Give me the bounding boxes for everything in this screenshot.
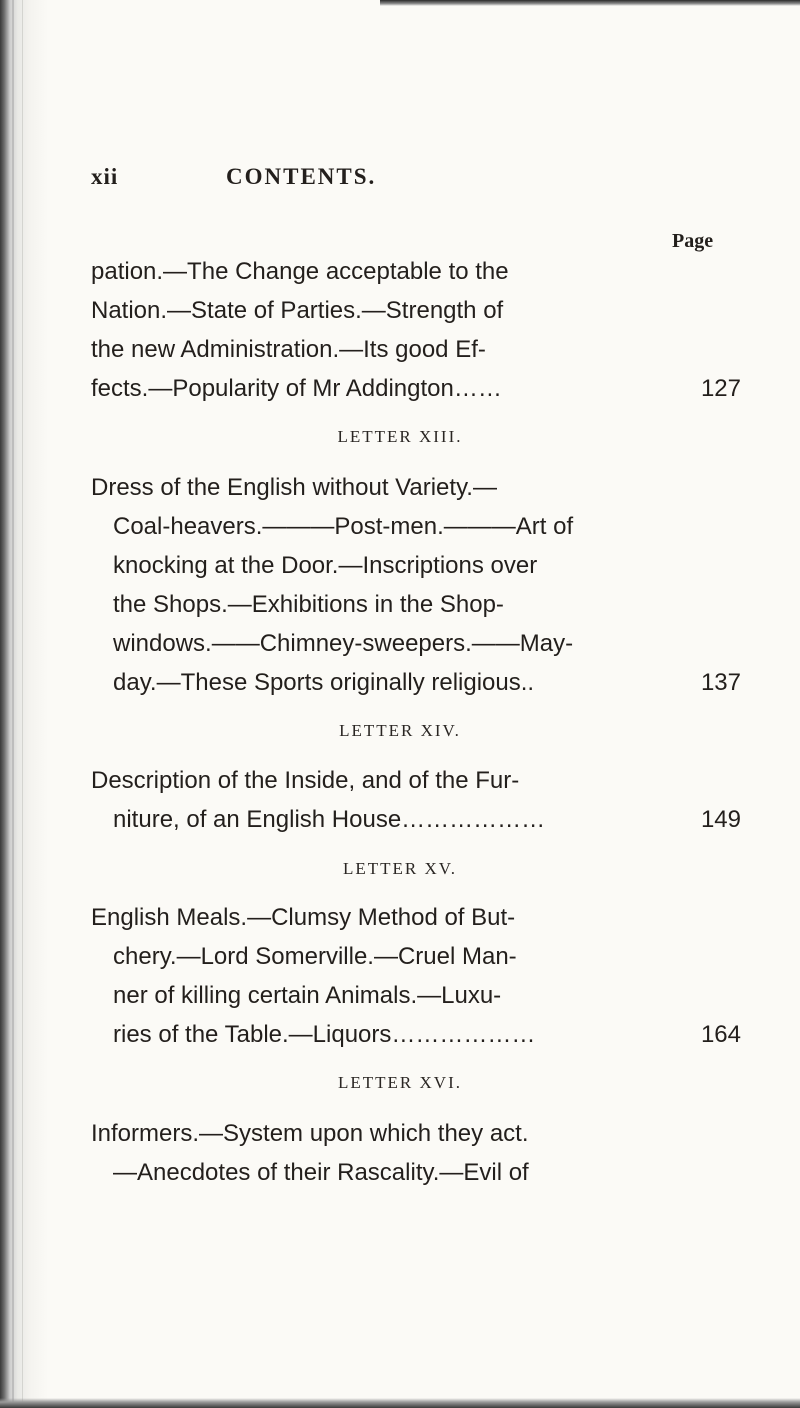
entry-line: ner of killing certain Animals.—Luxu- xyxy=(113,982,502,1009)
entry-page-number: 127 xyxy=(700,375,741,402)
entry-line: the Shops.—Exhibitions in the Shop- xyxy=(113,591,504,618)
entry-line: windows.——Chimney-sweepers.——May- xyxy=(113,630,574,657)
entry-line: niture, of an English House……………… xyxy=(113,806,546,833)
page-column-label: Page xyxy=(672,230,714,252)
entry-line: Nation.—State of Parties.—Strength of xyxy=(91,297,504,324)
entry-line: English Meals.—Clumsy Method of But- xyxy=(91,904,516,931)
running-title: CONTENTS. xyxy=(226,164,377,189)
entry-line: —Anecdotes of their Rascality.—Evil of xyxy=(113,1159,529,1186)
entry-line: the new Administration.—Its good Ef- xyxy=(91,336,486,363)
entry-line: Description of the Inside, and of the Fur- xyxy=(91,767,520,794)
entry-line: chery.—Lord Somerville.—Cruel Man- xyxy=(113,943,517,970)
entry-last-line xyxy=(91,1015,741,1054)
entry-line: pation.—The Change acceptable to the xyxy=(91,258,509,285)
entry-page-number: 137 xyxy=(700,669,741,696)
contents-entry xyxy=(91,468,741,702)
entry-page-number: 149 xyxy=(700,806,741,833)
letter-heading: LETTER XIV. xyxy=(339,721,461,740)
entry-last-line xyxy=(91,369,741,408)
entry-line: knocking at the Door.—Inscriptions over xyxy=(113,552,538,579)
letter-heading: LETTER XV. xyxy=(342,859,458,878)
contents-entry xyxy=(91,1114,741,1192)
entry-last-line xyxy=(91,663,741,702)
contents-entry xyxy=(91,252,741,408)
entry-line: ries of the Table.—Liquors……………… xyxy=(113,1021,536,1048)
entry-page-number: 164 xyxy=(700,1021,741,1048)
letter-heading: LETTER XIII. xyxy=(337,427,463,446)
page-folio: xii xyxy=(91,164,119,189)
entry-line: fects.—Popularity of Mr Addington…… xyxy=(91,375,502,402)
entry-line: day.—These Sports originally religious.. xyxy=(113,669,535,696)
entry-last-line xyxy=(91,800,741,839)
letter-heading: LETTER XVI. xyxy=(338,1073,462,1092)
entry-line: Coal-heavers.———Post-men.———Art of xyxy=(113,513,574,540)
entry-line: Dress of the English without Variety.— xyxy=(91,474,497,501)
running-head xyxy=(0,164,800,194)
contents-entry xyxy=(91,898,741,1054)
entry-line: Informers.—System upon which they act. xyxy=(91,1120,529,1147)
contents-entry xyxy=(91,761,741,839)
